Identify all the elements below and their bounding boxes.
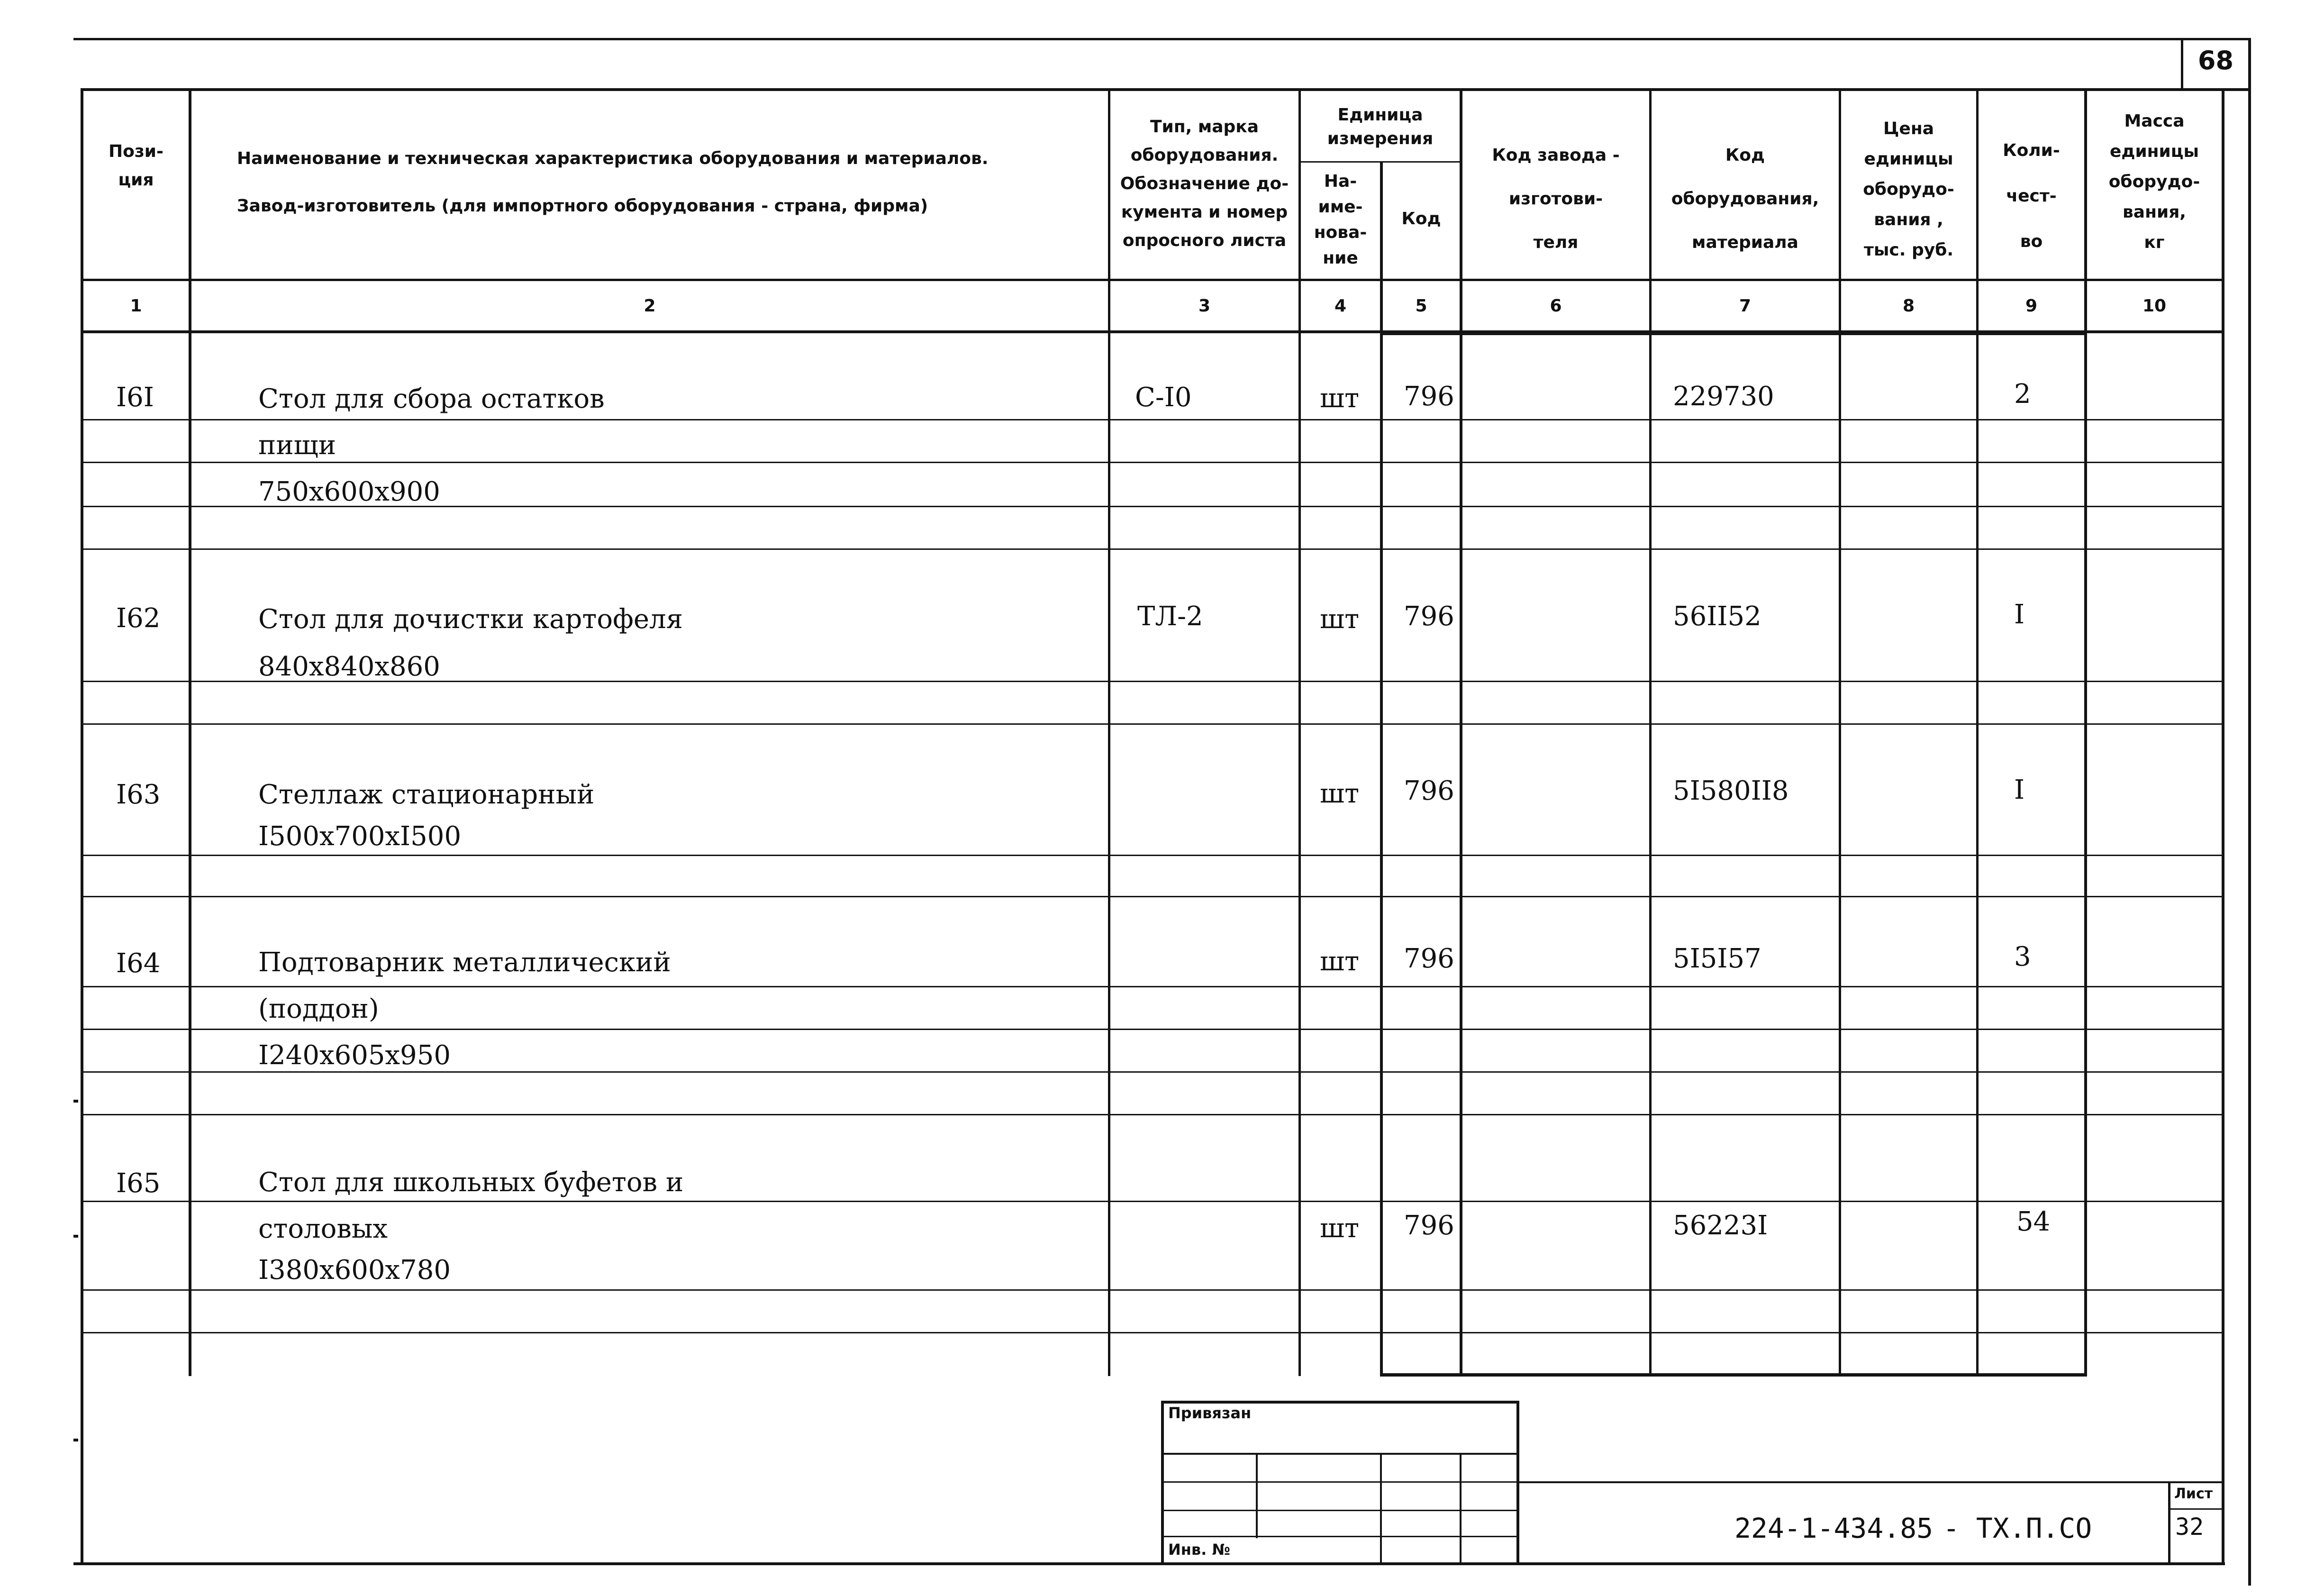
row-line (81, 548, 2223, 550)
row-line (81, 1114, 2223, 1115)
doc-code-top-line (1519, 1481, 2224, 1483)
body-box-bottom (1380, 1373, 2087, 1377)
col-number: 4 (1334, 296, 1347, 316)
stamp-col-line (1460, 1453, 1462, 1564)
row-line (81, 1332, 2223, 1333)
item-name-line: (поддон) (258, 994, 379, 1024)
header-position: Пози- ция (109, 142, 163, 190)
item-dimensions: I240х605х950 (258, 1040, 451, 1071)
col-line-7 (1839, 88, 1841, 1376)
item-dimensions: 840х840х860 (258, 651, 440, 682)
position-cell: I65 (116, 1168, 161, 1199)
position-cell: I6I (116, 382, 154, 413)
equip-code-cell: 56223I (1673, 1210, 1768, 1241)
item-dimensions: I500х700хI500 (258, 821, 462, 852)
table-top-line (81, 88, 2251, 91)
page-number: 68 (2197, 46, 2234, 75)
item-name-line: пищи (258, 430, 336, 461)
stamp-row-line (1161, 1510, 1519, 1511)
quantity-cell: I (2014, 599, 2025, 630)
col-line-8 (1976, 88, 1979, 1376)
stamp-row-line (1161, 1536, 1519, 1537)
sheet-box-left (2168, 1481, 2170, 1564)
col-number: 8 (1902, 296, 1915, 316)
header-price: Цена единицы оборудо- вания , тыс. руб. (1863, 119, 1954, 260)
quantity-cell: 3 (2014, 941, 2031, 972)
unit-name-cell: шт (1320, 604, 1360, 635)
equip-code-cell: 5I5I57 (1673, 943, 1761, 974)
col-number: 1 (130, 296, 142, 316)
header-mass: Масса единицы оборудо- вания, кг (2108, 111, 2200, 252)
header-unit-code: Код (1401, 209, 1441, 228)
sheet-number: 32 (2175, 1513, 2204, 1541)
item-dimensions: 750х600х900 (258, 476, 440, 507)
item-name-line: Стол для дочистки картофеля (258, 604, 683, 635)
position-cell: I64 (116, 948, 161, 979)
col-number: 6 (1550, 296, 1562, 316)
equip-code-cell: 5I580II8 (1673, 775, 1789, 806)
unit-code-cell: 796 (1404, 943, 1454, 974)
item-name-line: Стеллаж стационарный (258, 779, 595, 810)
unit-code-cell: 796 (1404, 775, 1454, 806)
unit-name-cell: шт (1320, 946, 1360, 977)
header-unit: Единица измерения (1327, 105, 1434, 148)
header-bottom-line (81, 279, 2223, 281)
header-equip-code: Код оборудования, материала (1671, 146, 1819, 252)
unit-code-cell: 796 (1404, 381, 1454, 412)
row-line (81, 855, 2223, 856)
col-line-4 (1380, 161, 1383, 1376)
stamp-row-line (1161, 1481, 1519, 1483)
col-line-6 (1649, 88, 1652, 1376)
right-frame-line (2222, 88, 2224, 1565)
header-factory: Код завода - изготови- теля (1492, 146, 1620, 252)
stamp-col-line (1256, 1453, 1258, 1538)
row-line (81, 419, 2223, 420)
unit-code-cell: 796 (1404, 1210, 1454, 1241)
row-line (81, 723, 2223, 725)
col-number: 3 (1198, 296, 1211, 316)
row-line (81, 462, 2223, 463)
top-border-line (73, 38, 2251, 40)
margin-tick (73, 1439, 78, 1441)
row-line (81, 1201, 2223, 1202)
body-box-top (1380, 333, 2087, 335)
type-cell: ТЛ-2 (1137, 601, 1203, 632)
item-name-line: столовых (258, 1213, 388, 1244)
unit-name-cell: шт (1320, 778, 1360, 809)
position-cell: I63 (116, 779, 161, 810)
header-quantity: Коли- чест- во (2003, 141, 2060, 251)
header-unit-split-line (1298, 161, 1461, 163)
unit-code-cell: 796 (1404, 601, 1454, 632)
quantity-cell: I (2014, 775, 2025, 805)
stamp-box-top (1161, 1401, 1519, 1404)
col-number: 2 (644, 296, 656, 316)
margin-tick (73, 1100, 78, 1103)
sheet-box-split (2168, 1508, 2224, 1510)
bottom-frame-line (73, 1562, 2225, 1565)
row-line (81, 896, 2223, 897)
stamp-col-line (1380, 1453, 1382, 1564)
unit-name-cell: шт (1320, 1213, 1360, 1244)
document-suffix: - ТХ.П.СО (1943, 1512, 2092, 1544)
col-line-3 (1298, 88, 1301, 1376)
quantity-cell: 2 (2014, 379, 2031, 410)
item-name-line: Подтоварник металлический (258, 947, 671, 978)
header-name: Наименование и техническая характеристика оборудования и материалов. Завод-изготовитель (для импортного оборудования - страна, фирма) (237, 149, 989, 216)
row-line (81, 986, 2223, 987)
col-number: 10 (2142, 296, 2167, 316)
page-number-box-right (2248, 38, 2251, 1586)
stamp-row-line (1161, 1453, 1519, 1455)
document-code: 224-1-434.85 (1734, 1512, 1934, 1544)
equip-code-cell: 56II52 (1673, 601, 1761, 632)
quantity-cell: 54 (2016, 1206, 2051, 1237)
row-line (81, 1289, 2223, 1291)
item-name-line: Стол для школьных буфетов и (258, 1167, 684, 1198)
col-line-1 (189, 88, 191, 1376)
margin-tick (73, 1235, 78, 1238)
equip-code-cell: 229730 (1673, 381, 1774, 412)
col-number: 5 (1415, 296, 1427, 316)
type-cell: С-I0 (1135, 382, 1192, 413)
unit-name-cell: шт (1320, 383, 1360, 414)
item-name-line: Стол для сбора остатков (258, 383, 605, 414)
col-line-9 (2084, 88, 2087, 1376)
item-dimensions: I380х600х780 (258, 1255, 451, 1286)
sheet-label: Лист (2174, 1486, 2213, 1502)
header-type: Тип, марка оборудования. Обозначение до- кумента и номер опросного листа (1120, 117, 1289, 250)
col-number: 9 (2025, 296, 2038, 316)
col-line-5 (1460, 88, 1462, 1376)
privyazan-label: Привязан (1168, 1404, 1252, 1422)
col-number: 7 (1739, 296, 1752, 316)
col-line-2 (1108, 88, 1110, 1376)
position-cell: I62 (116, 603, 161, 634)
header-unit-name: На- име- нова- ние (1314, 172, 1367, 268)
row-line (81, 1029, 2223, 1030)
inventory-number-label: Инв. № (1168, 1541, 1230, 1559)
